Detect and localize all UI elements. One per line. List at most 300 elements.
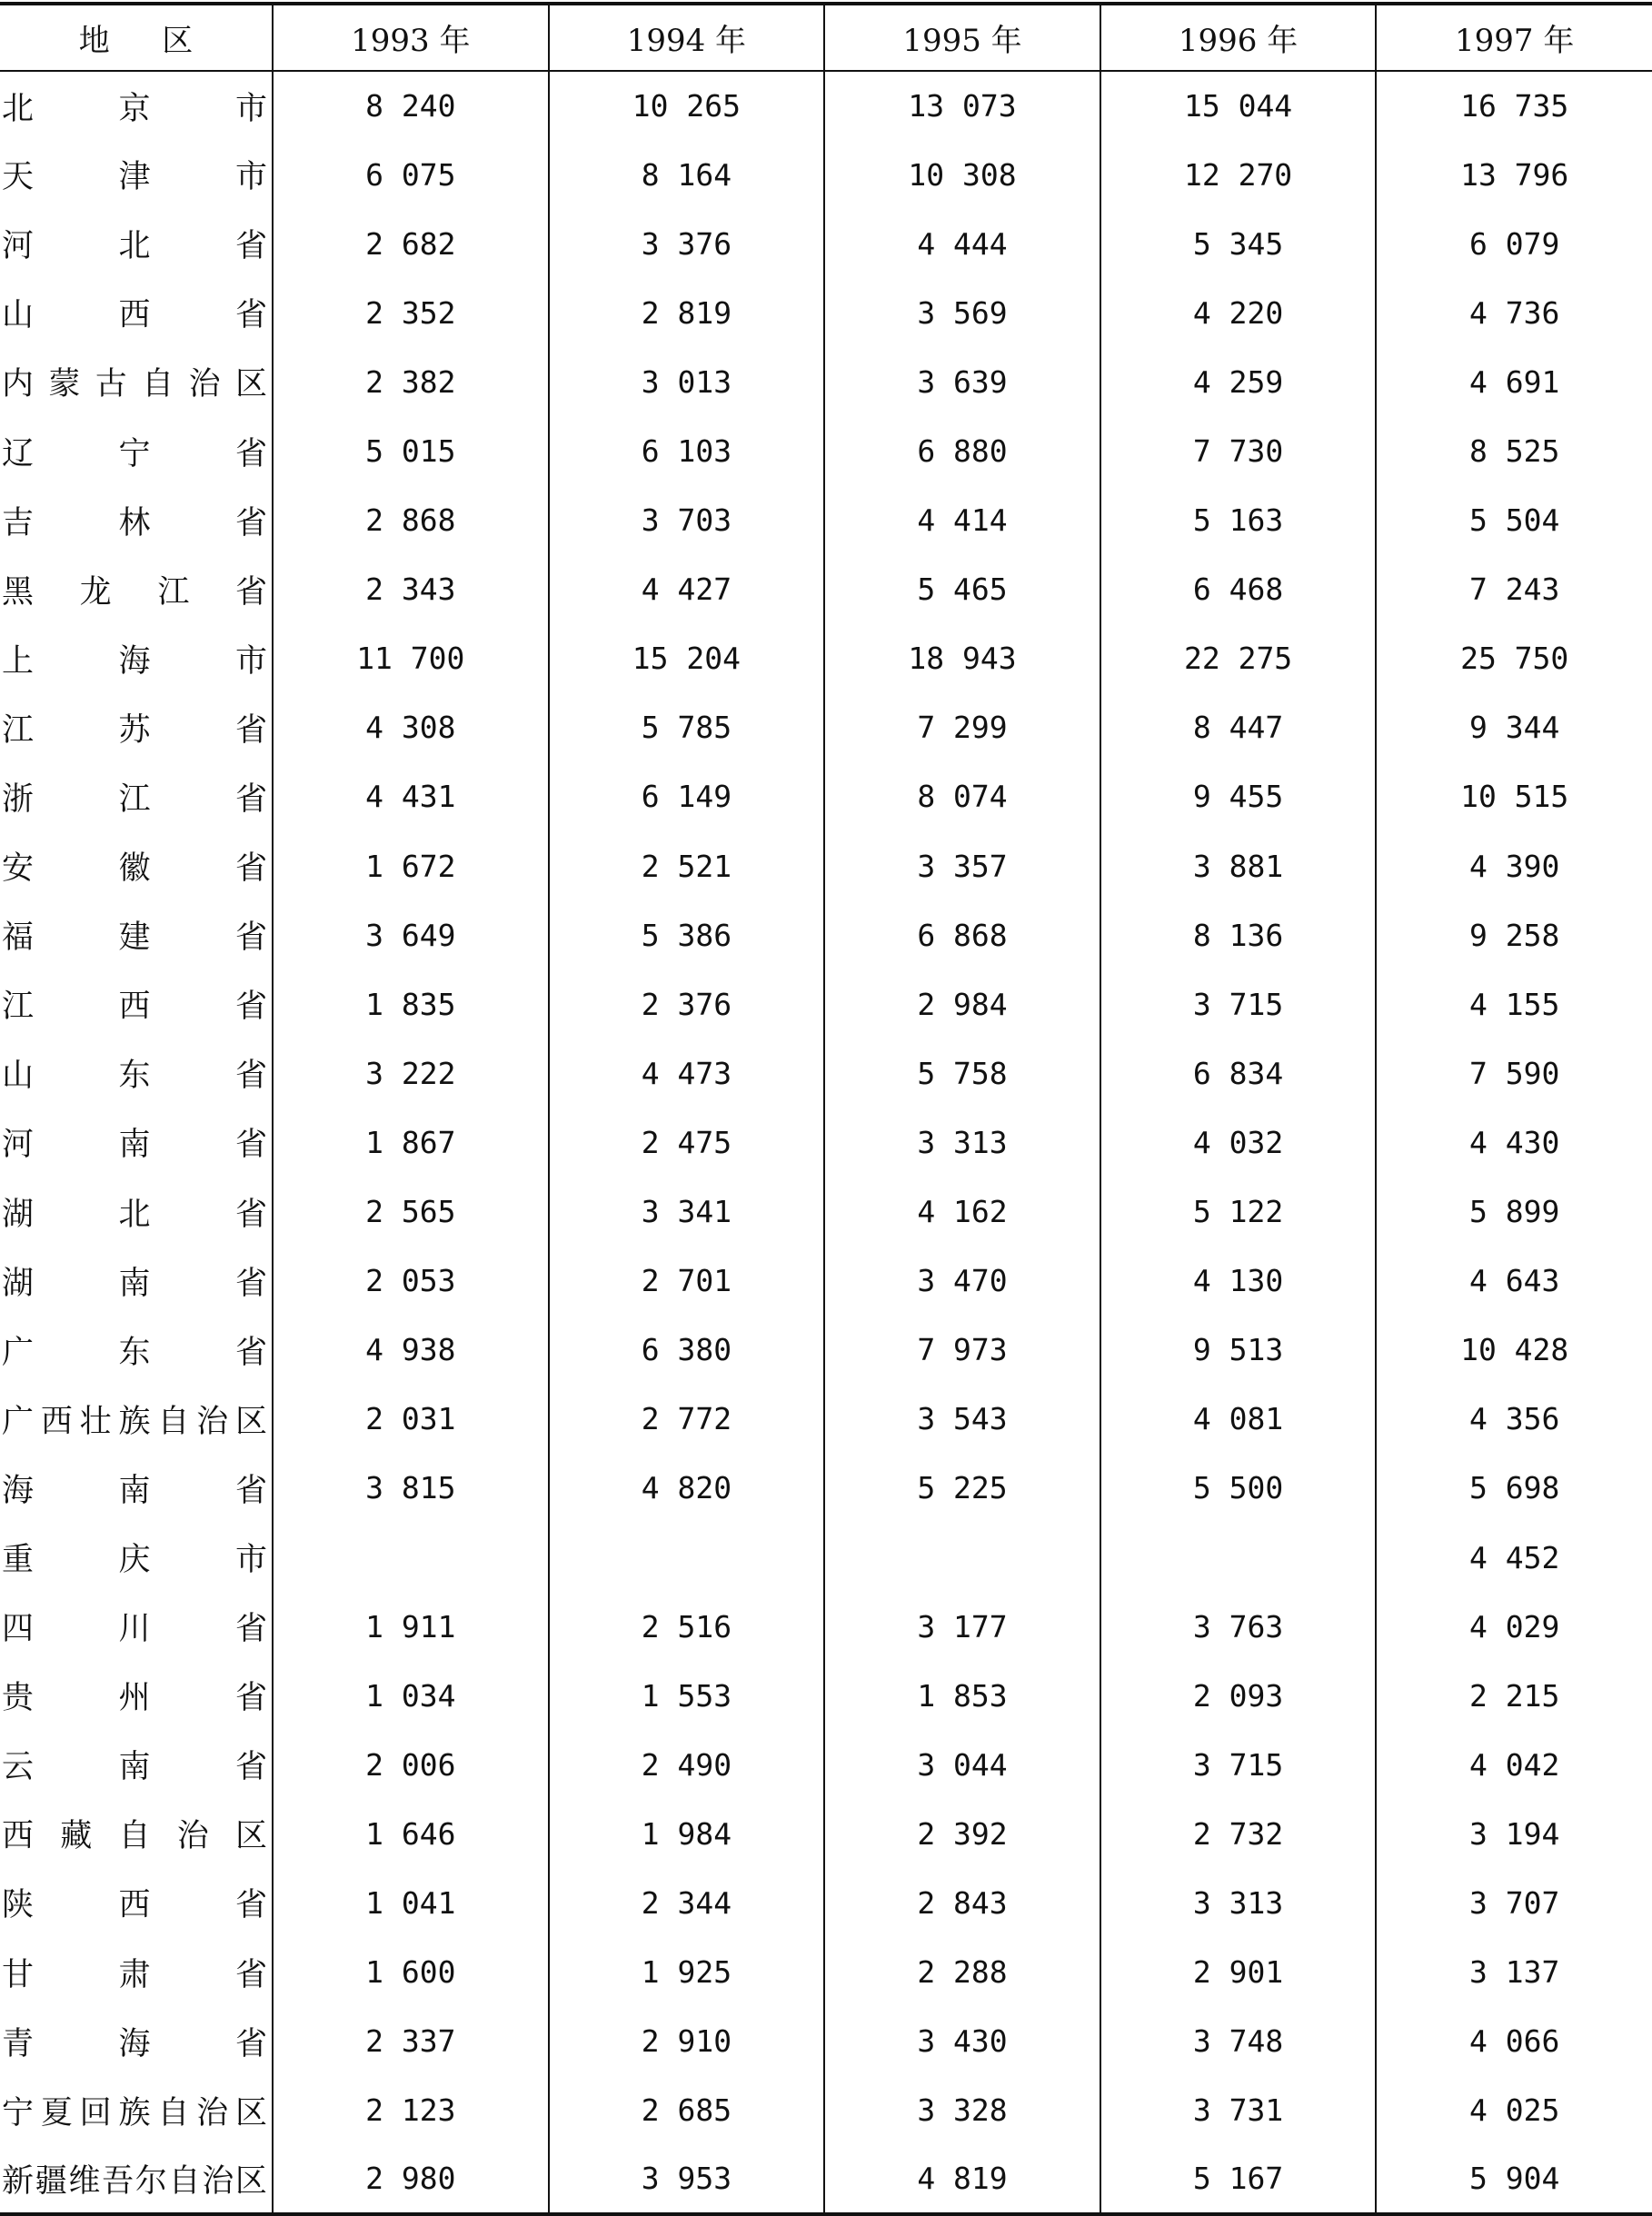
region-name-char: 省 (234, 919, 267, 957)
region-column-header (0, 4, 273, 71)
value-cell: 6 868 (824, 900, 1100, 969)
value-cell: 5 785 (549, 693, 825, 762)
region-name-char: 维 (68, 2162, 101, 2200)
region-name-char: 津 (118, 159, 151, 196)
region-name (2, 290, 267, 335)
value-cell: 1 925 (549, 1938, 825, 2007)
region-name-char: 四 (2, 1611, 35, 1648)
table-row (0, 1385, 1652, 1454)
value-cell: 3 763 (1100, 1592, 1377, 1661)
value-cell: 3 731 (1100, 2076, 1377, 2145)
region-cell (0, 1523, 273, 1592)
region-name-char: 上 (2, 642, 35, 680)
value-cell: 3 639 (824, 347, 1100, 416)
region-name (2, 1880, 267, 1925)
value-cell: 4 025 (1376, 2076, 1652, 2145)
region-name-char: 区 (234, 2094, 267, 2132)
value-cell: 2 123 (273, 2076, 549, 2145)
value-cell: 2 868 (273, 486, 549, 555)
region-name-char: 壮 (79, 1403, 112, 1440)
table-row (0, 1247, 1652, 1316)
region-name-char: 省 (234, 1680, 267, 1717)
region-name (2, 2019, 267, 2064)
region-name-char: 省 (234, 711, 267, 749)
region-name-char: 治 (188, 366, 221, 403)
table-row (0, 416, 1652, 485)
value-cell: 11 700 (273, 624, 549, 693)
value-cell: 3 470 (824, 1247, 1100, 1316)
region-name (2, 152, 267, 197)
region-name-char: 南 (118, 1472, 151, 1509)
value-cell: 6 075 (273, 140, 549, 209)
table-row (0, 209, 1652, 278)
region-name-char: 河 (2, 228, 35, 265)
table-row (0, 831, 1652, 900)
region-name (2, 1327, 267, 1373)
region-name-char: 藏 (60, 1818, 93, 1855)
value-cell: 5 386 (549, 900, 825, 969)
value-cell: 3 357 (824, 831, 1100, 900)
value-cell: 2 006 (273, 1730, 549, 1799)
value-cell: 8 074 (824, 762, 1100, 831)
table-row (0, 1799, 1652, 1868)
region-name-char: 山 (2, 1058, 35, 1095)
value-cell: 5 345 (1100, 209, 1377, 278)
value-cell: 2 352 (273, 278, 549, 347)
region-name-char: 福 (2, 919, 35, 957)
value-cell: 2 337 (273, 2007, 549, 2076)
value-cell: 2 376 (549, 969, 825, 1038)
region-name (2, 567, 267, 612)
region-name (2, 705, 267, 750)
region-name (2, 1742, 267, 1787)
region-name-char: 区 (234, 2162, 267, 2200)
value-cell: 4 473 (549, 1038, 825, 1108)
value-cell: 3 707 (1376, 1868, 1652, 1937)
value-cell: 3 430 (824, 2007, 1100, 2076)
value-cell: 4 430 (1376, 1108, 1652, 1177)
region-name-char: 省 (234, 1749, 267, 1786)
region-name-char: 蒙 (48, 366, 81, 403)
region-name-char: 省 (234, 1127, 267, 1164)
region-name (2, 221, 267, 266)
value-cell: 5 904 (1376, 2145, 1652, 2214)
region-name-char: 海 (2, 1472, 35, 1509)
value-cell: 4 691 (1376, 347, 1652, 416)
region-name-char: 东 (118, 1334, 151, 1371)
value-cell: 2 682 (273, 209, 549, 278)
value-cell: 15 044 (1100, 71, 1377, 140)
region-cell (0, 2076, 273, 2145)
value-cell: 3 715 (1100, 969, 1377, 1038)
value-cell: 2 910 (549, 2007, 825, 2076)
region-cell (0, 347, 273, 416)
table-body (0, 71, 1652, 2214)
region-name (2, 429, 267, 474)
region-name-char: 北 (118, 228, 151, 265)
region-name-char: 尔 (134, 2162, 167, 2200)
region-name-char: 贵 (2, 1680, 35, 1717)
value-cell: 2 516 (549, 1592, 825, 1661)
value-cell: 7 299 (824, 693, 1100, 762)
value-cell: 1 835 (273, 969, 549, 1038)
region-header-label (0, 15, 272, 60)
region-cell (0, 416, 273, 485)
region-name-char: 省 (234, 1956, 267, 1993)
table-row (0, 1592, 1652, 1661)
region-name-char: 市 (234, 1542, 267, 1579)
region-name (2, 1258, 267, 1304)
region-name (2, 1466, 267, 1511)
region-cell (0, 140, 273, 209)
region-name-char: 海 (118, 2025, 151, 2062)
region-name-char: 江 (118, 780, 151, 818)
value-cell (824, 1523, 1100, 1592)
value-cell: 4 427 (549, 555, 825, 624)
region-cell (0, 209, 273, 278)
value-cell: 1 553 (549, 1661, 825, 1730)
value-cell: 1 984 (549, 1799, 825, 1868)
region-name-char: 省 (234, 1472, 267, 1509)
region-cell (0, 1454, 273, 1523)
value-cell: 6 880 (824, 416, 1100, 485)
region-name-char: 江 (2, 711, 35, 749)
value-cell: 5 163 (1100, 486, 1377, 555)
region-cell (0, 2145, 273, 2214)
table-row (0, 140, 1652, 209)
value-cell: 5 698 (1376, 1454, 1652, 1523)
value-cell: 3 044 (824, 1730, 1100, 1799)
value-cell: 3 569 (824, 278, 1100, 347)
region-name-char: 江 (157, 573, 190, 611)
region-name-char: 北 (118, 1196, 151, 1233)
region-name (2, 981, 267, 1027)
header-row (0, 4, 1652, 71)
value-cell: 4 042 (1376, 1730, 1652, 1799)
value-cell: 1 867 (273, 1108, 549, 1177)
region-name-char: 疆 (35, 2162, 67, 2200)
value-cell: 4 414 (824, 486, 1100, 555)
region-name-char: 市 (234, 642, 267, 680)
value-cell: 2 984 (824, 969, 1100, 1038)
region-name (2, 636, 267, 681)
region-cell (0, 2007, 273, 2076)
value-cell: 4 081 (1100, 1385, 1377, 1454)
value-cell: 5 225 (824, 1454, 1100, 1523)
value-cell: 7 730 (1100, 416, 1377, 485)
region-name-char: 南 (118, 1265, 151, 1302)
region-name-char: 区 (234, 1403, 267, 1440)
region-name-char: 江 (2, 989, 35, 1026)
region-name-char: 省 (234, 1611, 267, 1648)
region-name-char: 自 (168, 2162, 201, 2200)
year-column-header: 1996 年 (1100, 4, 1377, 71)
value-cell: 25 750 (1376, 624, 1652, 693)
region-name-char: 黑 (2, 573, 35, 611)
region-name-char: 省 (234, 1196, 267, 1233)
value-cell: 13 073 (824, 71, 1100, 140)
region-name-char: 青 (2, 2025, 35, 2062)
region-name-char: 回 (79, 2094, 112, 2132)
value-cell: 5 500 (1100, 1454, 1377, 1523)
value-cell: 1 911 (273, 1592, 549, 1661)
region-name-char: 新 (2, 2162, 35, 2200)
value-cell: 4 431 (273, 762, 549, 831)
region-cell (0, 1730, 273, 1799)
region-name-char: 省 (234, 1058, 267, 1095)
region-name-char: 天 (2, 159, 35, 196)
table-row (0, 486, 1652, 555)
value-cell: 3 376 (549, 209, 825, 278)
region-cell (0, 1592, 273, 1661)
value-cell: 18 943 (824, 624, 1100, 693)
table-row (0, 1178, 1652, 1247)
region-name-char: 肃 (118, 1956, 151, 1993)
region-cell (0, 1108, 273, 1177)
value-cell: 3 177 (824, 1592, 1100, 1661)
value-cell: 3 543 (824, 1385, 1100, 1454)
region-cell (0, 278, 273, 347)
region-name (2, 1535, 267, 1580)
value-cell: 3 715 (1100, 1730, 1377, 1799)
region-cell (0, 1385, 273, 1454)
region-name-char: 省 (234, 1265, 267, 1302)
region-name-char: 徽 (118, 850, 151, 888)
value-cell: 4 066 (1376, 2007, 1652, 2076)
value-cell: 2 475 (549, 1108, 825, 1177)
value-cell: 4 820 (549, 1454, 825, 1523)
table-row (0, 2007, 1652, 2076)
value-cell: 8 164 (549, 140, 825, 209)
value-cell: 2 093 (1100, 1661, 1377, 1730)
value-cell: 6 079 (1376, 209, 1652, 278)
region-name (2, 1396, 267, 1442)
value-cell: 5 122 (1100, 1178, 1377, 1247)
region-name-char: 市 (234, 159, 267, 196)
value-cell: 2 819 (549, 278, 825, 347)
region-name-char: 川 (118, 1611, 151, 1648)
region-name (2, 498, 267, 543)
region-name-char: 省 (234, 1334, 267, 1371)
table-row (0, 2145, 1652, 2214)
table-row (0, 347, 1652, 416)
value-cell: 3 815 (273, 1454, 549, 1523)
value-cell: 9 513 (1100, 1316, 1377, 1385)
value-cell: 5 015 (273, 416, 549, 485)
table-row (0, 762, 1652, 831)
region-name-char: 西 (118, 989, 151, 1026)
value-cell: 2 215 (1376, 1661, 1652, 1730)
region-name-char: 海 (118, 642, 151, 680)
value-cell: 4 130 (1100, 1247, 1377, 1316)
region-name (2, 2156, 267, 2201)
region-name (2, 2088, 267, 2133)
value-cell: 4 643 (1376, 1247, 1652, 1316)
region-header-char: 区 (162, 23, 194, 59)
table-row (0, 1523, 1652, 1592)
table-row (0, 1938, 1652, 2007)
value-cell: 4 819 (824, 2145, 1100, 2214)
region-name-char: 广 (2, 1334, 35, 1371)
region-name (2, 359, 267, 404)
region-name-char: 市 (234, 90, 267, 127)
region-name-char: 南 (118, 1127, 151, 1164)
value-cell: 6 380 (549, 1316, 825, 1385)
value-cell: 3 194 (1376, 1799, 1652, 1868)
region-name-char: 夏 (40, 2094, 73, 2132)
value-cell: 3 222 (273, 1038, 549, 1108)
region-name-char: 西 (2, 1818, 35, 1855)
value-cell (273, 1523, 549, 1592)
table-row (0, 900, 1652, 969)
value-cell: 3 881 (1100, 831, 1377, 900)
value-cell: 3 137 (1376, 1938, 1652, 2007)
region-name-char: 省 (234, 228, 267, 265)
region-name-char: 自 (157, 1403, 190, 1440)
value-cell: 15 204 (549, 624, 825, 693)
value-cell: 1 041 (273, 1868, 549, 1937)
value-cell: 8 240 (273, 71, 549, 140)
value-cell: 3 703 (549, 486, 825, 555)
region-name-char: 东 (118, 1058, 151, 1095)
value-cell: 2 288 (824, 1938, 1100, 2007)
value-cell: 4 356 (1376, 1385, 1652, 1454)
value-cell: 4 308 (273, 693, 549, 762)
value-cell: 1 853 (824, 1661, 1100, 1730)
region-name-char: 治 (202, 2162, 234, 2200)
region-name-char: 广 (2, 1403, 35, 1440)
value-cell: 7 243 (1376, 555, 1652, 624)
region-name-char: 浙 (2, 780, 35, 818)
region-name-char: 省 (234, 989, 267, 1026)
region-name (2, 843, 267, 889)
value-cell: 1 646 (273, 1799, 549, 1868)
region-cell (0, 1038, 273, 1108)
region-name-char: 龙 (79, 573, 112, 611)
value-cell: 3 341 (549, 1178, 825, 1247)
region-cell (0, 831, 273, 900)
region-name-char: 内 (2, 366, 35, 403)
value-cell: 2 732 (1100, 1799, 1377, 1868)
value-cell: 3 313 (824, 1108, 1100, 1177)
region-cell (0, 1247, 273, 1316)
value-cell: 4 259 (1100, 347, 1377, 416)
table-row (0, 693, 1652, 762)
year-column-header: 1995 年 (824, 4, 1100, 71)
region-name-char: 族 (118, 2094, 151, 2132)
value-cell: 2 392 (824, 1799, 1100, 1868)
table-row (0, 624, 1652, 693)
value-cell: 9 455 (1100, 762, 1377, 831)
region-name-char: 省 (234, 780, 267, 818)
value-cell: 2 053 (273, 1247, 549, 1316)
region-name-char: 北 (2, 90, 35, 127)
value-cell: 1 600 (273, 1938, 549, 2007)
region-name-char: 自 (142, 366, 174, 403)
value-cell: 8 136 (1100, 900, 1377, 969)
region-name-char: 陕 (2, 1887, 35, 1924)
region-name-char: 省 (234, 435, 267, 472)
value-cell: 2 685 (549, 2076, 825, 2145)
value-cell: 4 452 (1376, 1523, 1652, 1592)
table-row (0, 1730, 1652, 1799)
region-name-char: 省 (234, 1887, 267, 1924)
table-header (0, 4, 1652, 71)
value-cell: 2 565 (273, 1178, 549, 1247)
region-cell (0, 555, 273, 624)
region-name-char: 南 (118, 1749, 151, 1786)
region-name-char: 山 (2, 297, 35, 334)
region-cell (0, 1661, 273, 1730)
value-cell: 10 308 (824, 140, 1100, 209)
value-cell: 3 649 (273, 900, 549, 969)
value-cell: 3 328 (824, 2076, 1100, 2145)
value-cell: 2 843 (824, 1868, 1100, 1937)
value-cell: 6 468 (1100, 555, 1377, 624)
region-name-char: 甘 (2, 1956, 35, 1993)
value-cell: 4 162 (824, 1178, 1100, 1247)
table-row (0, 1316, 1652, 1385)
value-cell: 13 796 (1376, 140, 1652, 209)
year-column-header: 1993 年 (273, 4, 549, 71)
value-cell: 4 390 (1376, 831, 1652, 900)
region-name-char: 治 (196, 2094, 229, 2132)
region-name-char: 湖 (2, 1265, 35, 1302)
table-row (0, 1038, 1652, 1108)
value-cell: 9 258 (1376, 900, 1652, 969)
region-name (2, 1811, 267, 1856)
value-cell: 1 672 (273, 831, 549, 900)
value-cell: 10 428 (1376, 1316, 1652, 1385)
value-cell: 3 748 (1100, 2007, 1377, 2076)
region-name-char: 区 (234, 1818, 267, 1855)
value-cell: 6 149 (549, 762, 825, 831)
value-cell (549, 1523, 825, 1592)
value-cell: 5 465 (824, 555, 1100, 624)
value-cell: 2 344 (549, 1868, 825, 1937)
value-cell: 3 013 (549, 347, 825, 416)
region-name (2, 1673, 267, 1718)
value-cell: 2 343 (273, 555, 549, 624)
year-column-header: 1994 年 (549, 4, 825, 71)
region-cell (0, 1316, 273, 1385)
value-cell: 1 034 (273, 1661, 549, 1730)
table-row (0, 1108, 1652, 1177)
value-cell: 12 270 (1100, 140, 1377, 209)
region-name-char: 治 (196, 1403, 229, 1440)
value-cell: 22 275 (1100, 624, 1377, 693)
region-name (2, 1950, 267, 1995)
value-cell: 2 490 (549, 1730, 825, 1799)
region-name-char: 省 (234, 573, 267, 611)
region-cell (0, 624, 273, 693)
year-column-header: 1997 年 (1376, 4, 1652, 71)
table-row (0, 969, 1652, 1038)
value-cell: 4 155 (1376, 969, 1652, 1038)
region-name-char: 林 (118, 504, 151, 542)
region-name (2, 1604, 267, 1649)
region-cell (0, 1799, 273, 1868)
region-name-char: 宁 (2, 2094, 35, 2132)
value-cell: 7 590 (1376, 1038, 1652, 1108)
region-name-char: 自 (118, 1818, 151, 1855)
value-cell: 5 504 (1376, 486, 1652, 555)
region-cell (0, 71, 273, 140)
region-name-char: 省 (234, 297, 267, 334)
region-cell (0, 693, 273, 762)
table-row (0, 555, 1652, 624)
region-name-char: 省 (234, 850, 267, 888)
